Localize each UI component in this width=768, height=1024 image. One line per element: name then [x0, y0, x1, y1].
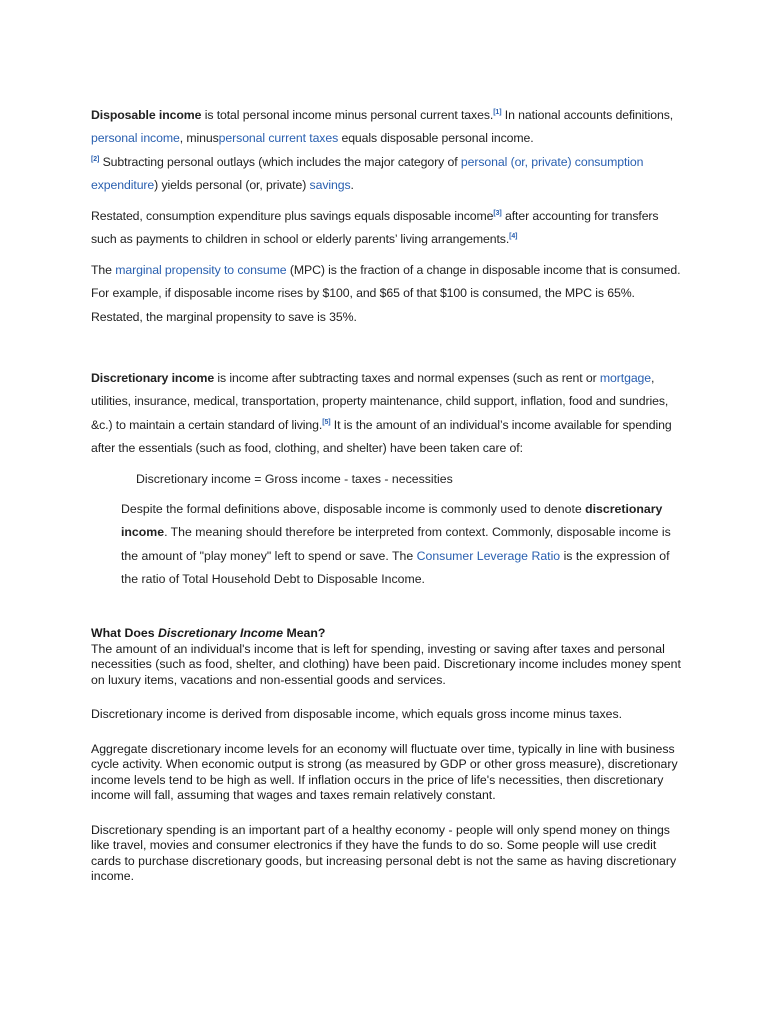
restated-paragraph: [91, 205, 681, 252]
mpc-paragraph: [91, 259, 681, 329]
text: , utilities, insurance, medical, transportation, property maintenance, child support, inflation, food and sundries, &c.) to maintain a certain standard of living.: [91, 371, 669, 432]
citation-5[interactable]: [5]: [322, 418, 331, 426]
investopedia-section: [91, 626, 681, 885]
text: .: [350, 178, 354, 193]
link-personal-current-taxes[interactable]: personal current taxes: [218, 131, 339, 146]
text: The: [91, 263, 116, 277]
text: after accounting for transfers such as payments to children in school or elderly parents’ living arrangements.: [91, 209, 659, 247]
aggregate-paragraph: Aggregate discretionary income levels for an economy will fluctuate over time, typically in line with business cycle activity. When economic output is strong (as measured by GDP or other gross measure), discretionary income levels tend to be high as well. If inflation occurs in the price of life's necessities, then discretionary income will fall, assuming that wages and taxes remain relatively constant.: [91, 741, 678, 802]
meaning-paragraph: The amount of an individual's income that is left for spending, investing or saving after taxes and personal necessities (such as food, shelter, and clothing) have been paid. Discretionary income includes money spent on luxury items, vacations and non-essential goods and services.: [91, 641, 681, 687]
term-discretionary-income: Discretionary income: [91, 371, 215, 385]
section-heading: [91, 626, 681, 642]
text: In national accounts definitions,: [501, 108, 674, 122]
text: ) yields personal (or, private): [154, 178, 310, 193]
text: Despite the formal definitions above, disposable income is commonly used to denote: [121, 502, 586, 516]
discretionary-income-paragraph: [91, 367, 681, 461]
spending-paragraph: Discretionary spending is an important part of a healthy economy - people will only spend money on things like travel, movies and consumer electronics if they have the funds to do so. Some people will use credit cards to purchase discretionary goods, but increasing personal debt is not the same as having discretionary income.: [91, 822, 677, 883]
text: is the expression of the ratio of Total Household Debt to Disposable Income.: [121, 548, 670, 587]
text: , minus: [179, 131, 219, 146]
text: Discretionary Income: [157, 626, 284, 640]
citation-3[interactable]: [3]: [493, 210, 502, 217]
text: Subtracting personal outlays (which includes the major category of: [99, 154, 461, 169]
text: Restated, consumption expenditure plus savings equals disposable income: [91, 209, 494, 223]
link-personal-income[interactable]: personal income: [91, 131, 180, 146]
citation-4[interactable]: [4]: [509, 233, 518, 241]
text: It is the amount of an individual’s income available for spending after the essentials (such as food, clothing, and shelter) have been taken care of:: [91, 417, 672, 456]
definition-note: [121, 498, 681, 592]
link-marginal-propensity[interactable]: marginal propensity to consume: [115, 263, 287, 277]
text: Mean?: [283, 626, 326, 640]
text: equals disposable personal income.: [338, 131, 534, 146]
link-consumer-leverage-ratio[interactable]: Consumer Leverage Ratio: [416, 548, 561, 563]
link-mortgage[interactable]: mortgage: [599, 371, 652, 385]
text: . The meaning should therefore be interpreted from context. Commonly, disposable income is the amount of "play money" left to spend or save. The: [121, 525, 671, 563]
derived-paragraph: Discretionary income is derived from disposable income, which equals gross income minus taxes.: [91, 707, 623, 721]
text: is total personal income minus personal current taxes.: [201, 108, 494, 122]
link-savings[interactable]: savings: [309, 178, 351, 193]
link-consumption-expenditure[interactable]: personal (or, private) consumption expenditure: [91, 154, 644, 193]
term-discretionary-income-bold: discretionary income: [121, 502, 663, 540]
text: is income after subtracting taxes and normal expenses (such as rent or: [214, 371, 600, 385]
text: (MPC) is the fraction of a change in disposable income that is consumed. For example, if disposable income rises by $100, and $65 of that $100 is consumed, the MPC is 65%. Restated, the marginal propensity to save is 35%.: [91, 263, 681, 324]
citation-2[interactable]: [2]: [91, 155, 100, 163]
formula: Discretionary income = Gross income - taxes - necessities: [136, 472, 453, 486]
term-disposable-income: Disposable income: [91, 108, 202, 122]
citation-1[interactable]: [1]: [493, 109, 502, 116]
text: What Does: [91, 626, 158, 640]
disposable-income-paragraph: [91, 104, 681, 198]
